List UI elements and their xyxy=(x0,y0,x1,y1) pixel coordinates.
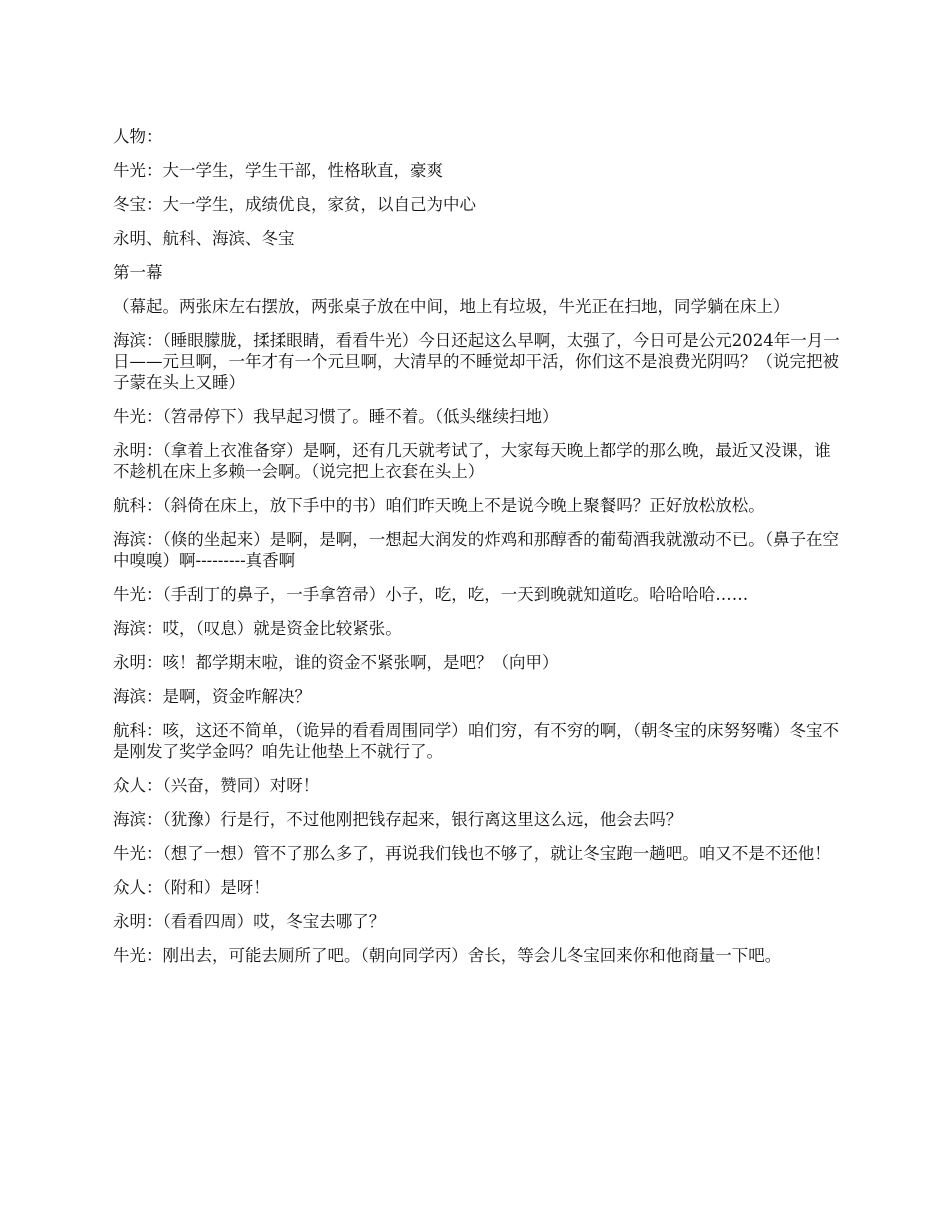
paragraph-stage-direction: （幕起。两张床左右摆放，两张桌子放在中间，地上有垃圾，牛光正在扫地，同学躺在床上） xyxy=(113,297,790,316)
paragraph-dialogue: 永明：咳！都学期末啦，谁的资金不紧张啊，是吧？（向甲） xyxy=(113,653,559,672)
paragraph-dialogue: 牛光：刚出去，可能去厕所了吧。（朝向同学丙）舍长，等会儿冬宝回来你和他商量一下吧。 xyxy=(113,946,782,965)
paragraph-dialogue: 牛光：（手刮丁的鼻子，一手拿笤帚）小子，吃，吃，一天到晚就知道吃。哈哈哈哈…… xyxy=(113,585,749,604)
paragraph-character-niuguang: 牛光：大一学生，学生干部，性格耿直，豪爽 xyxy=(113,161,443,180)
paragraph-dialogue: 海滨：（倏的坐起来）是啊，是啊，一想起大润发的炸鸡和那醇香的葡萄酒我就激动不已。（鼻子在空中嗅嗅）啊---------真香啊 xyxy=(113,530,839,570)
paragraph-characters-heading: 人物： xyxy=(113,127,163,146)
document-body xyxy=(113,126,840,979)
paragraph-dialogue: 海滨：哎，（叹息）就是资金比较紧张。 xyxy=(113,619,402,638)
paragraph-dialogue: 航科：咳，这还不简单，（诡异的看看周围同学）咱们穷，有不穷的啊，（朝冬宝的床努努嘴）冬宝不是刚发了奖学金吗？咱先让他垫上不就行了。 xyxy=(113,721,839,761)
paragraph-dialogue: 牛光：（笤帚停下）我早起习惯了。睡不着。（低头继续扫地） xyxy=(113,407,559,426)
paragraph-dialogue: 海滨：是啊，资金咋解决？ xyxy=(113,687,311,706)
paragraph-character-dongbao: 冬宝：大一学生，成绩优良，家贫，以自己为中心 xyxy=(113,195,476,214)
paragraph-dialogue: 海滨：（睡眼朦胧，揉揉眼睛，看看牛光）今日还起这么早啊，太强了，今日可是公元2024年一月一日——元旦啊，一年才有一个元旦啊，大清早的不睡觉却干活，你们这不是浪费光阴吗？（说完把被子蒙在头上又睡） xyxy=(113,331,840,392)
paragraph-dialogue: 永明：（看看四周）哎，冬宝去哪了？ xyxy=(113,912,386,931)
paragraph-dialogue: 永明：（拿着上衣准备穿）是啊，还有几天就考试了，大家每天晚上都学的那么晚，最近又没课，谁不趁机在床上多赖一会啊。（说完把上衣套在头上） xyxy=(113,441,831,481)
paragraph-dialogue: 牛光：（想了一想）管不了那么多了，再说我们钱也不够了，就让冬宝跑一趟吧。咱又不是不还他！ xyxy=(113,844,831,863)
paragraph-act-title: 第一幕 xyxy=(113,263,163,282)
paragraph-dialogue: 航科：（斜倚在床上，放下手中的书）咱们昨天晚上不是说今晚上聚餐吗？正好放松放松。 xyxy=(113,496,765,515)
paragraph-other-characters: 永明、航科、海滨、冬宝 xyxy=(113,229,295,248)
paragraph-dialogue: 众人：（附和）是呀！ xyxy=(113,878,270,897)
paragraph-dialogue: 众人：（兴奋，赞同）对呀！ xyxy=(113,776,320,795)
paragraph-dialogue: 海滨：（犹豫）行是行，不过他刚把钱存起来，银行离这里这么远，他会去吗？ xyxy=(113,810,683,829)
